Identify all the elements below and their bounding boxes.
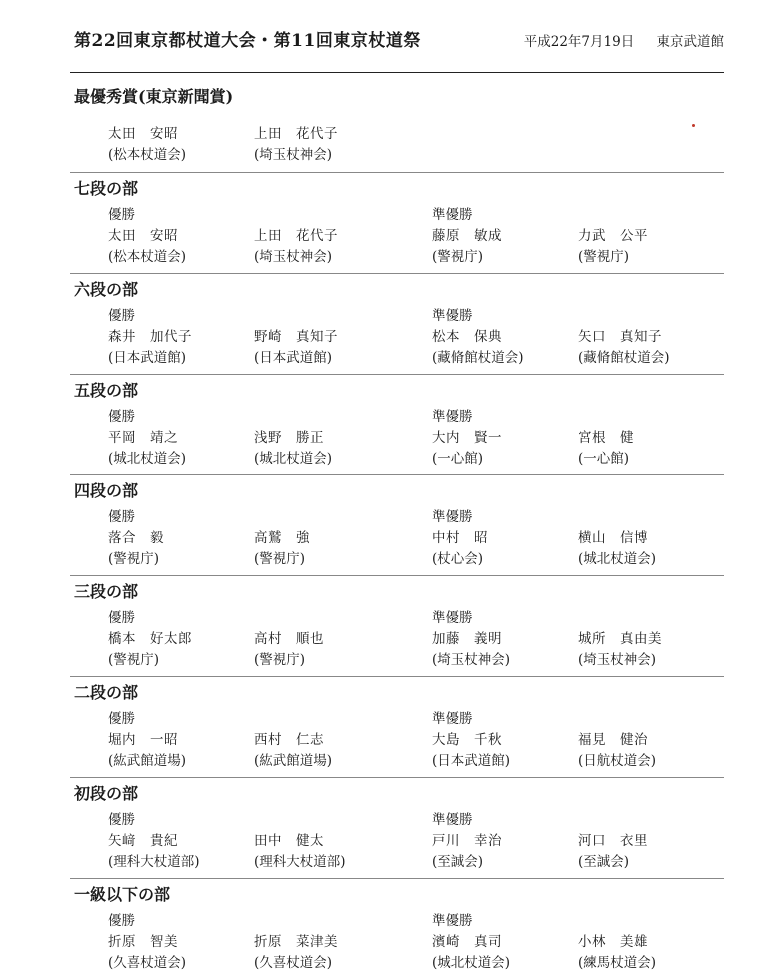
runner-up-label: 準優勝 (432, 408, 473, 425)
division-heading: 五段の部 (74, 380, 139, 400)
division-section (70, 172, 724, 273)
winner-entry (254, 327, 338, 369)
top-award-section (70, 78, 724, 172)
division-section (70, 676, 724, 777)
division-section (70, 575, 724, 676)
competitor-club: (日本武道館) (108, 349, 187, 366)
runner-up-label: 準優勝 (432, 307, 473, 324)
winner-entry (108, 528, 164, 570)
competitor-club: (練馬杖道会) (578, 954, 657, 971)
event-date: 平成22年7月19日 (523, 34, 635, 50)
results-document (70, 78, 724, 978)
competitor-name: 大島 千秋 (432, 731, 502, 748)
competitor-name: 浅野 勝正 (254, 429, 324, 446)
competitor-club: (藏脩館杖道会) (578, 349, 670, 366)
competitor-name: 矢﨑 貴紀 (108, 832, 178, 849)
division-section (70, 777, 724, 878)
competitor-name: 高鷲 強 (254, 530, 310, 547)
document-header (74, 26, 724, 51)
runner-up-entry (578, 932, 656, 974)
winner-entry (254, 629, 324, 671)
competitor-club: (埼玉杖神会) (254, 249, 333, 265)
division-sections (70, 172, 724, 978)
competitor-name: 加藤 義明 (432, 631, 502, 648)
division-heading: 三段の部 (74, 582, 139, 602)
competitor-club: (至誠会) (578, 853, 630, 870)
runner-up-label: 準優勝 (432, 811, 473, 828)
competitor-name: 城所 真由美 (578, 631, 662, 648)
competitor-name: 高村 順也 (254, 631, 324, 648)
winner-entry (108, 932, 186, 974)
award-entry (254, 124, 338, 166)
competitor-club: (城北杖道会) (432, 954, 511, 971)
competitor-name: 田中 健太 (254, 832, 324, 849)
division-section (70, 878, 724, 978)
competitor-name: 大内 賢一 (432, 429, 502, 446)
runner-up-entry (432, 528, 488, 570)
competitor-name: 野崎 真知子 (254, 328, 338, 345)
division-heading: 四段の部 (74, 481, 139, 501)
winner-entry (108, 831, 200, 873)
competitor-name: 落合 毅 (108, 530, 164, 547)
competitor-club: (紘武館道場) (108, 752, 187, 769)
competitor-club: (藏脩館杖道会) (432, 349, 524, 366)
competitor-club: (松本杖道会) (108, 249, 187, 265)
competitor-name: 太田 安昭 (108, 228, 178, 244)
competitor-name: 河口 衣里 (578, 832, 648, 849)
document-title: 第22回東京都杖道大会・第11回東京杖道祭 (74, 31, 421, 51)
competitor-name: 太田 安昭 (108, 126, 178, 142)
event-meta (524, 30, 724, 50)
competitor-name: 濱崎 真司 (432, 933, 502, 950)
winner-entry (108, 428, 186, 470)
competitor-name: 折原 智美 (108, 933, 178, 950)
runner-up-entry (578, 730, 656, 772)
runner-up-entry (578, 831, 648, 873)
competitor-club: (杖心会) (432, 551, 484, 568)
winner-entry (108, 629, 192, 671)
winner-label: 優勝 (108, 307, 135, 324)
runner-up-label: 準優勝 (432, 509, 473, 526)
division-heading: 六段の部 (74, 279, 139, 299)
winner-entry (108, 730, 186, 772)
competitor-club: (警視庁) (254, 551, 306, 568)
runner-up-entry (578, 428, 634, 470)
competitor-name: 森井 加代子 (108, 328, 192, 345)
runner-up-label: 準優勝 (432, 207, 473, 223)
competitor-club: (警視庁) (432, 249, 484, 265)
competitor-club: (城北杖道会) (254, 450, 333, 467)
winner-label: 優勝 (108, 811, 135, 828)
competitor-club: (城北杖道会) (108, 450, 187, 467)
competitor-name: 宮根 健 (578, 429, 634, 446)
runner-up-entry (432, 831, 502, 873)
runner-up-entry (432, 932, 510, 974)
competitor-name: 折原 菜津美 (254, 933, 338, 950)
winner-entry (254, 730, 332, 772)
winner-entry (254, 831, 346, 873)
competitor-club: (理科大杖道部) (254, 853, 346, 870)
runner-up-entry (432, 428, 502, 470)
winner-label: 優勝 (108, 610, 135, 627)
runner-up-entry (432, 327, 524, 369)
competitor-name: 上田 花代子 (254, 126, 338, 142)
competitor-name: 横山 信博 (578, 530, 648, 547)
stray-mark (692, 124, 695, 127)
competitor-club: (松本杖道会) (108, 147, 187, 163)
competitor-name: 西村 仁志 (254, 731, 324, 748)
competitor-name: 福見 健治 (578, 731, 648, 748)
competitor-name: 藤原 敏成 (432, 228, 502, 244)
winner-entry (108, 226, 186, 268)
winner-entry (254, 528, 310, 570)
competitor-name: 平岡 靖之 (108, 429, 178, 446)
division-heading: 一級以下の部 (74, 884, 171, 904)
competitor-club: (埼玉杖神会) (578, 652, 657, 669)
competitor-name: 中村 昭 (432, 530, 488, 547)
runner-up-entry (432, 730, 510, 772)
competitor-club: (日本武道館) (432, 752, 511, 769)
competitor-club: (警視庁) (108, 652, 160, 669)
runner-up-label: 準優勝 (432, 610, 473, 627)
competitor-club: (久喜杖道会) (254, 954, 333, 971)
runner-up-entry (578, 629, 662, 671)
competitor-club: (理科大杖道部) (108, 853, 200, 870)
competitor-club: (紘武館道場) (254, 752, 333, 769)
winner-label: 優勝 (108, 509, 135, 526)
winner-entry (254, 428, 332, 470)
division-section (70, 374, 724, 475)
division-heading: 二段の部 (74, 682, 139, 702)
winner-entry (254, 226, 338, 268)
competitor-name: 松本 保典 (432, 328, 502, 345)
runner-up-entry (578, 226, 648, 268)
competitor-club: (一心館) (432, 450, 484, 467)
division-heading: 初段の部 (74, 783, 139, 803)
competitor-name: 矢口 真知子 (578, 328, 662, 345)
competitor-club: (日本武道館) (254, 349, 333, 366)
event-venue: 東京武道館 (656, 34, 724, 50)
competitor-name: 堀内 一昭 (108, 731, 178, 748)
competitor-club: (埼玉杖神会) (432, 652, 511, 669)
competitor-name: 戸川 幸治 (432, 832, 502, 849)
competitor-club: (城北杖道会) (578, 551, 657, 568)
competitor-club: (久喜杖道会) (108, 954, 187, 971)
competitor-club: (警視庁) (254, 652, 306, 669)
division-section (70, 474, 724, 575)
runner-up-entry (432, 226, 502, 268)
competitor-club: (警視庁) (108, 551, 160, 568)
division-heading: 七段の部 (74, 179, 139, 198)
winner-label: 優勝 (108, 912, 135, 929)
competitor-name: 橋本 好太郎 (108, 631, 192, 648)
competitor-club: (警視庁) (578, 249, 630, 265)
competitor-club: (一心館) (578, 450, 630, 467)
runner-up-label: 準優勝 (432, 710, 473, 727)
winner-label: 優勝 (108, 408, 135, 425)
runner-up-entry (578, 327, 670, 369)
competitor-club: (日航杖道会) (578, 752, 657, 769)
winner-label: 優勝 (108, 207, 135, 223)
division-section (70, 273, 724, 374)
competitor-club: (至誠会) (432, 853, 484, 870)
competitor-name: 上田 花代子 (254, 228, 338, 244)
runner-up-entry (432, 629, 510, 671)
runner-up-entry (578, 528, 656, 570)
competitor-club: (埼玉杖神会) (254, 147, 333, 163)
header-rule (70, 72, 724, 73)
winner-entry (108, 327, 192, 369)
top-award-heading: 最優秀賞(東京新聞賞) (74, 87, 234, 106)
runner-up-label: 準優勝 (432, 912, 473, 929)
competitor-name: 力武 公平 (578, 228, 648, 244)
award-entry (108, 124, 186, 166)
winner-label: 優勝 (108, 710, 135, 727)
competitor-name: 小林 美雄 (578, 933, 648, 950)
winner-entry (254, 932, 338, 974)
